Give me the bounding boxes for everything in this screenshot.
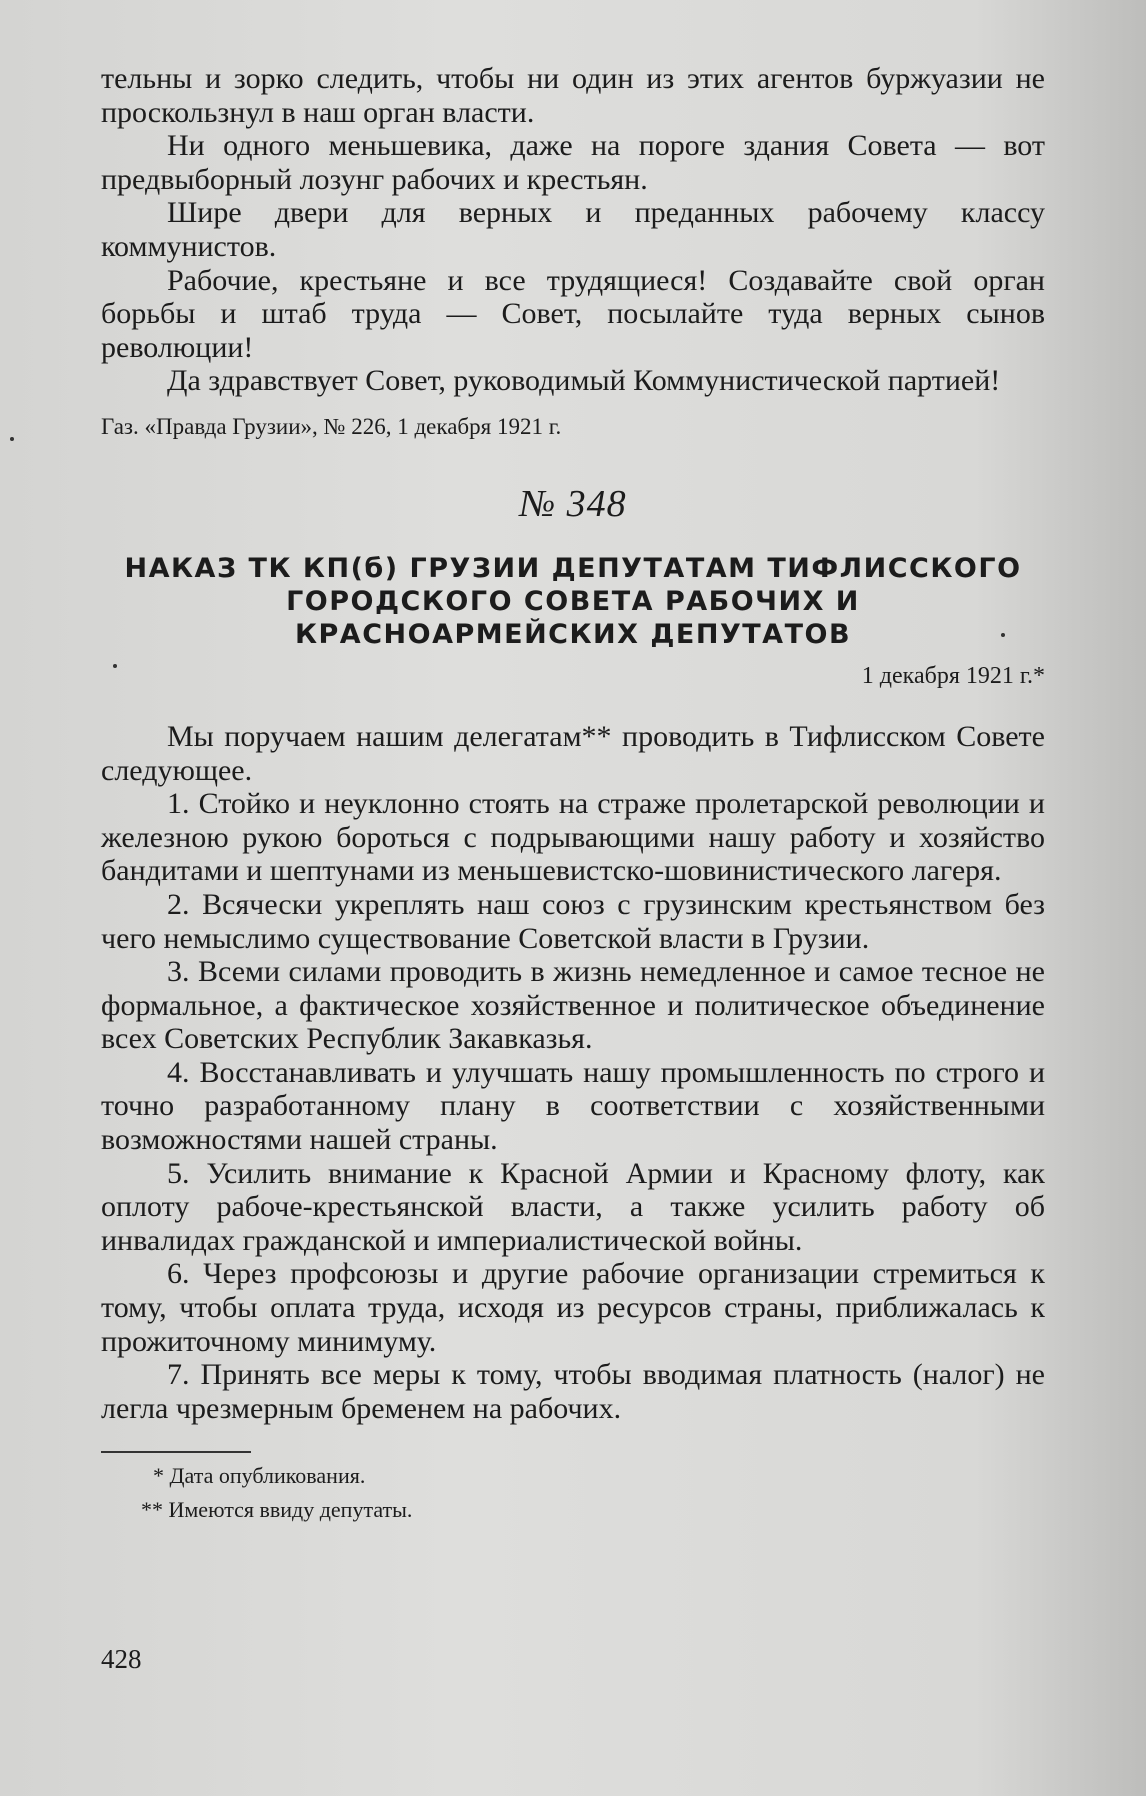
- list-item: 3. Всеми силами проводить в жизнь немедленное и самое тесное не формальное, а фактическое хозяйственное и политическое объединение всех Советских Республик Закавказья.: [101, 955, 1045, 1056]
- list-item: 4. Восстанавливать и улучшать нашу промышленность по строго и точно разработанному плану в соответствии с хозяйственными возможностями нашей страны.: [101, 1055, 1045, 1157]
- source-citation: Газ. «Правда Грузии», № 226, 1 декабря 1921 г.: [101, 413, 562, 439]
- paragraph: Да здравствует Совет, руководимый Коммунистической партией!: [167, 364, 1001, 398]
- scan-speck: [113, 664, 117, 668]
- document-number: № 348: [519, 482, 627, 525]
- paragraph: Ни одного меньшевика, даже на пороге здания Совета — вот предвыборный лозунг рабочих и крестьян.: [101, 129, 1045, 196]
- page-number: 428: [101, 1644, 142, 1674]
- document-date: 1 декабря 1921 г.*: [861, 662, 1045, 689]
- footnote: * Дата опубликования.: [153, 1463, 366, 1489]
- list-item: 7. Принять все меры к тому, чтобы вводимая платность (налог) не легла чрезмерным бременем на рабочих.: [101, 1358, 1045, 1425]
- scan-speck: [1001, 633, 1005, 637]
- list-item: 5. Усилить внимание к Красной Армии и Красному флоту, как оплоту рабоче-крестьянской власти, а также усилить работу об инвалидах гражданской и империалистической войны.: [101, 1156, 1045, 1257]
- document-heading: [101, 552, 1045, 651]
- heading-line: НАКАЗ ТК КП(б) ГРУЗИИ ДЕПУТАТАМ ТИФЛИССКОГО: [124, 552, 1022, 584]
- footnote: ** Имеются ввиду депутаты.: [141, 1497, 413, 1523]
- heading-line: ГОРОДСКОГО СОВЕТА РАБОЧИХ И: [286, 585, 860, 617]
- heading-line: КРАСНОАРМЕЙСКИХ ДЕПУТАТОВ: [294, 618, 852, 650]
- list-item: 1. Стойко и неуклонно стоять на страже пролетарской революции и железною рукою бороться с подрывающими нашу работу и хозяйство бандитами и шептунами из меньшевистско-шовинистического лагеря.: [101, 787, 1045, 888]
- paragraph: Рабочие, крестьяне и все трудящиеся! Создавайте свой орган борьбы и штаб труда — Совет, посылайте туда верных сынов революции!: [101, 263, 1045, 364]
- text-column: [101, 62, 1045, 1527]
- paragraph: тельны и зорко следить, чтобы ни один из этих агентов буржуазии не проскользнул в наш орган власти.: [101, 62, 1045, 129]
- list-item: 2. Всячески укреплять наш союз с грузинским крестьянством без чего немыслимо существование Советской власти в Грузии.: [101, 887, 1045, 955]
- paragraph: Мы поручаем нашим делегатам** проводить в Тифлисском Совете следующее.: [101, 719, 1045, 787]
- scan-speck: [10, 437, 14, 441]
- footnote-divider: [101, 1451, 251, 1453]
- paragraph: Шире двери для верных и преданных рабочему классу коммунистов.: [101, 196, 1045, 263]
- list-item: 6. Через профсоюзы и другие рабочие организации стремиться к тому, чтобы оплата труда, исходя из ресурсов страны, приближалась к прожиточному минимуму.: [101, 1257, 1045, 1358]
